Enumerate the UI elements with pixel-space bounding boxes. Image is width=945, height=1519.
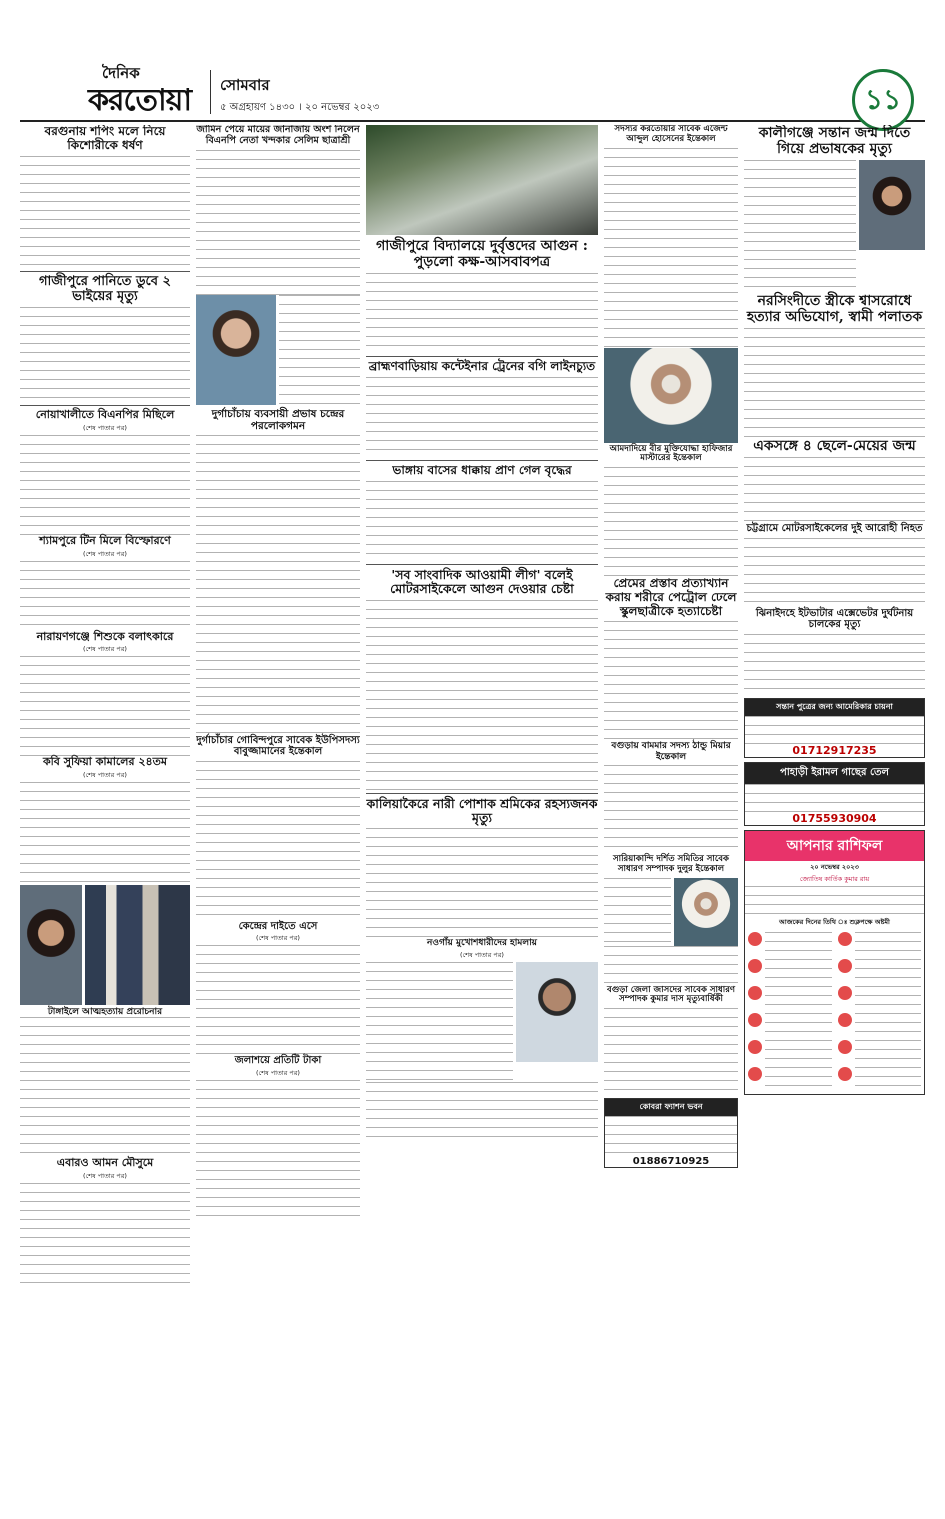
cobra-fashion-ad [604,1098,738,1168]
horoscope-grid [745,929,924,1094]
headline-freedom-fighter: আমদাদিয়ে বীর মুক্তিযোদ্ধা হাফিজার মাস্টারের ইন্তেকাল [609,443,733,464]
horoscope-tithi: আজকের দিনের তিথি ঃ শুক্লপক্ষে অষ্টমী [779,917,890,926]
headline-gazipur-school-fire: গাজীপুরে বিদ্যালয়ে দুর্বৃত্তদের আগুন : পুড়লো কক্ষ-আসবাবপত্র [376,238,588,271]
article-text [20,656,190,756]
child-ad [744,698,925,758]
headline-dulu: সারিয়াকান্দি দর্শিত সমিতির সাবেক সাধারণ সম্পাদক দুলুর ইন্তেকাল [613,854,729,874]
article-text [744,328,925,438]
rashi-item [838,959,922,983]
rashi-item [838,1040,922,1064]
dulu-photo [674,878,738,946]
businessman-photo [196,295,276,405]
rashi-item [748,932,832,956]
rashi-item [838,986,922,1010]
rashi-item [748,959,832,983]
article-text [366,962,513,1082]
article-text [744,634,925,694]
rashi-item [748,1067,832,1091]
article-text [196,435,360,735]
article-text [279,295,360,405]
article-text [20,782,190,882]
taurus-icon [748,959,762,973]
article-text [196,945,360,1055]
article-text [744,538,925,608]
article-text [366,1082,598,1142]
lecturer-photo [859,160,925,250]
headline-naogaon: নওগাঁয় মুখোশধারীদের হামলায় [427,938,537,949]
headline-agent-death: সদস্যর করতোয়ার সাবেক এজেন্ট আব্দুল হোসেনের ইন্তেকাল [614,125,728,144]
rashi-item [748,986,832,1010]
article-text [20,156,190,268]
ad-phone: 01886710925 [632,1156,710,1168]
continuation-note: (শেষ পাতার পর) [83,549,127,558]
headline-kaliakoir-worker: কালিয়াকৈরে নারী পোশাক শ্রমিকের রহস্যজনক মৃত্যু [366,795,598,825]
gemini-icon [748,986,762,1000]
headline-borguna: বরগুনায় শপিং মলে নিয়ে কিশোরীকে ধর্ষণ [44,125,166,152]
continuation-note: (শেষ পাতার পর) [83,1172,127,1181]
article-text [604,946,738,986]
school-fire-photo [366,125,598,235]
article-text [366,481,598,561]
rashi-item [838,932,922,956]
horoscope-date: ২০ নভেম্বর ২০২৩ [810,862,859,871]
headline-brahmanbaria-train: ব্রাহ্মণবাড়িয়ায় কন্টেইনার ট্রেনের বগি লাইনচ্যুত [368,359,596,374]
article-text [604,1008,738,1094]
article-text [366,828,598,938]
article-text [604,148,738,348]
article-text [20,1017,190,1157]
masthead-divider [210,70,211,114]
headline-noakhali: নোয়াখালীতে বিএনপির মিছিলে [35,408,175,422]
rashi-item [838,1013,922,1037]
article-text [20,435,190,535]
woman-photo [20,885,82,1005]
headline-kaliganj-lecturer: কালীগঞ্জে সন্তান জন্ম দিতে গিয়ে প্রভাষকের মৃত্যু [758,125,911,158]
date-label: ৫ অগ্রহায়ণ ১৪৩০ । ২০ নভেম্বর ২০২৩ [220,102,380,113]
cancer-icon [748,1013,762,1027]
article-text [604,621,738,741]
headline-bhanga-bus: ভাঙ্গায় বাসের ধাক্কায় প্রাণ গেল বৃদ্ধের [392,462,572,477]
headline-narayanganj: নারায়ণগঞ্জে শিশুকে বলাৎকারে [36,629,174,643]
article-text [604,765,738,855]
leo-icon [748,1040,762,1054]
ad-title: পাহাড়ী ইরামল গাছের তেল [745,763,924,784]
continuation-note: (শেষ পাতার পর) [83,771,127,780]
article-text [744,160,856,290]
column-1 [20,125,190,1501]
horoscope-box [744,830,925,1095]
article-text [604,878,671,946]
ad-phone: 01712917235 [792,743,877,757]
headline-jhenaidah: ঝিনাইদহে ইটভাটার এক্সেভেটর দুর্ঘটনায় চালকের মৃত্যু [755,607,914,631]
day-label: সোমবার [220,76,270,94]
ad-phone: 01755930904 [792,811,877,825]
headline-shyampur: শ্যামপুরে টিন মিলে বিস্ফোরণে [39,534,171,548]
rashi-item [748,1013,832,1037]
headline-prabhash: দুর্গাচাঁচায় ব্যবসায়ী প্রভাষ চন্দ্রের পরলোকগমন [211,407,345,432]
headline-chattogram: চট্টগ্রামে মোটরসাইকেলের দুই আরোহী নিহত [746,523,923,535]
horoscope-title: আপনার রাশিফল [745,831,924,861]
sagittarius-icon [838,986,852,1000]
article-text [366,273,598,353]
article-text [604,467,738,577]
article-text [20,1183,190,1283]
oil-ad [744,762,925,826]
ad-title: কোবরা ফ্যাশন ভবন [605,1099,737,1116]
headline-govindpur: দুর্গাচাঁচার গোবিন্দপুরে সাবেক ইউপিসদস্য বাবুজ্জামানের ইন্তেকাল [196,734,360,758]
headline-jolashoy: জলাশয়ে প্রতিটি টাকা [234,1055,322,1067]
article-text [196,1080,360,1220]
naogaon-photo [516,962,598,1062]
headline-narsingdi: নরসিংদীতে স্ত্রীকে শ্বাসরোধে হত্যার অভিযোগ, স্বামী পলাতক [746,293,923,326]
article-text [366,600,598,790]
rashi-item [748,1040,832,1064]
article-text [196,150,360,295]
continuation-note: (শেষ পাতার পর) [460,950,504,959]
continuation-note: (শেষ পাতার পর) [256,1068,300,1077]
article-text [744,457,925,523]
column-2 [196,125,360,1501]
headline-tangail: টাঙ্গাইলে আত্মহত্যায় প্ররোচনার [47,1007,163,1018]
column-3 [366,125,598,1501]
continuation-note: (শেষ পাতার পর) [256,934,300,943]
aquarius-icon [838,1040,852,1054]
column-5 [744,125,925,1501]
headline-journalist-motorcycle: 'সব সাংবাদিক আওয়ামী লীগ' বলেই মোটরসাইকেলে আগুন দেওয়ার চেষ্টা [390,566,574,597]
headline-thandu-mia: বগুড়ায় বামমার সদস্য ঠান্ডু মিয়ার ইন্তেকাল [611,741,731,762]
newspaper-logo: করতোয়া [88,83,192,118]
logo-tagline: দৈনিক [102,64,140,82]
capricorn-icon [838,1013,852,1027]
virgo-icon [748,1067,762,1081]
freedom-fighter-photo [604,348,738,443]
police-photo [85,885,190,1005]
page-number-badge: ১১ [855,72,911,128]
pisces-icon [838,1067,852,1081]
libra-icon [838,932,852,946]
continuation-note: (শেষ পাতার পর) [83,424,127,433]
masthead [20,60,925,122]
article-text [20,561,190,631]
aries-icon [748,932,762,946]
continuation-note: (শেষ পাতার পর) [83,645,127,654]
article-text [196,761,360,921]
headline-aman: এবারও আমন মৌসুমে [56,1156,154,1170]
headline-quadruplets: একসঙ্গে ৪ ছেলে-মেয়ের জন্ম [753,438,916,455]
headline-gazipur-drown: গাজীপুরে পানিতে ডুবে ২ ভাইয়ের মৃত্যু [39,273,171,304]
article-text [366,377,598,457]
horoscope-author: জ্যোতিষ কার্তিক কুমার রায় [799,874,870,883]
headline-petrol-attack: প্রেমের প্রস্তাব প্রত্যাখ্যান করায় শরীরে পেট্রোল ঢেলে স্কুলছাত্রীকে হত্যাচেষ্টা [605,576,737,618]
headline-bnp-janaza: জামিন পেয়ে মায়ের জানাজায় অংশ নিলেন বিএনপি নেতা খন্দকার সেলিম ছাত্রাশ্রী [196,125,360,146]
headline-sufia-kamal: কবি সুফিয়া কামালের ২৪তম [42,755,168,769]
headline-kendre: কেন্দ্রের দাইতে এসে [238,920,318,932]
scorpio-icon [838,959,852,973]
headline-kumar-das: বগুড়া জেলা জাসদের সাবেক সাধারণ সম্পাদক কুমার দাস মৃত্যুবার্ষিকী [606,984,736,1005]
rashi-item [838,1067,922,1091]
column-4 [604,125,738,1501]
article-text [20,307,190,402]
ad-title: সন্তান পুত্রের জন্য আমেরিকার চায়না [745,699,924,716]
